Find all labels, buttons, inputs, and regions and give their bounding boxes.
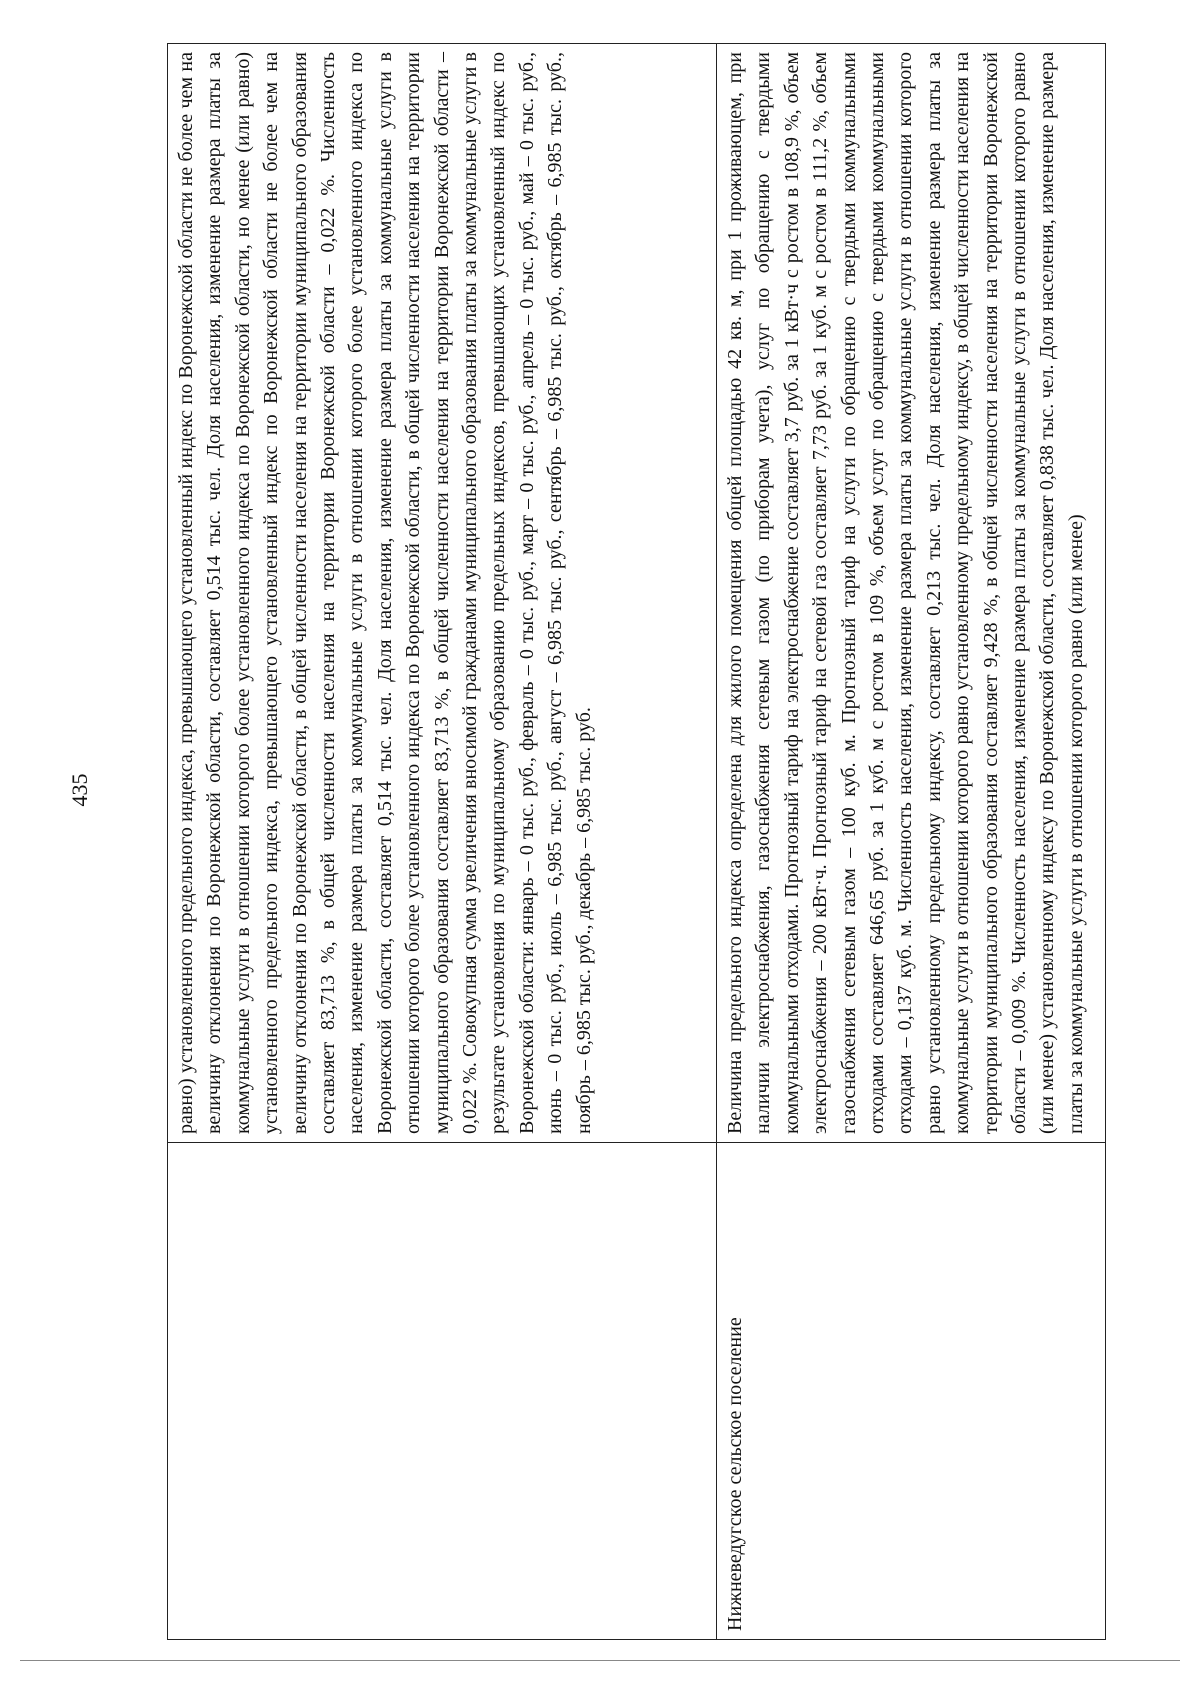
municipality-name-cell: Нижневедугское сельское поселение bbox=[717, 1143, 1106, 1640]
description-cell: равно) установленного предельного индекса, превышающего установленный индекс по Воронежской области не более чем на величину отклонения по Воронежской области, составляет 0,514 тыс. чел. Доля населения, изменение размера платы за коммунальные услуги в отношении которого более установленного индекса по Воронежской области, но менее (или равно) установленного предельного индекса, превышающего установленный индекс по Воронежской области не более чем на величину отклонения по Воронежской области, в общей численности населения на территории муниципального образования составляет 83,713 %, в общей численности населения на территории Воронежской области – 0,022 %. Численность населения, изменение размера платы за коммунальные услуги в отношении которого более установленного индекса по Воронежской области, составляет 0,514 тыс. чел. Доля населения, изменение размера платы за коммунальные услуги в отношении которого более установленного индекса по Воронежской области, в общей численности населения на территории муниципального образования составляет 83,713 %, в общей численности населения на территории Воронежской области – 0,022 %. Совокупная сумма увеличения вносимой гражданами муниципального образования платы за коммунальные услуги в результате установления по муниципальному образованию предельных индексов, превышающих установленный индекс по Воронежской области: январь – 0 тыс. руб., февраль – 0 тыс. руб., март – 0 тыс. руб., апрель – 0 тыс. руб., май – 0 тыс. руб., июнь – 0 тыс. руб., июль – 6,985 тыс. руб., август – 6,985 тыс. руб., сентябрь – 6,985 тыс. руб., октябрь – 6,985 тыс. руб., ноябрь – 6,985 тыс. руб., декабрь – 6,985 тыс. руб. bbox=[168, 44, 717, 1143]
table-row bbox=[168, 44, 717, 1640]
document-table bbox=[167, 43, 1106, 1640]
rotated-table-container bbox=[167, 43, 1087, 1640]
municipality-name-cell bbox=[168, 1143, 717, 1640]
table-row bbox=[717, 44, 1106, 1640]
page-number: 435 bbox=[67, 773, 92, 807]
scan-edge-line bbox=[20, 1660, 1180, 1661]
description-cell: Величина предельного индекса определена для жилого помещения общей площадью 42 кв. м, при 1 проживающем, при наличии электроснабжения, газоснабжения сетевым газом (по приборам учета), услуг по обращению с твердыми коммунальными отходами. Прогнозный тариф на электроснабжение составляет 3,7 руб. за 1 кВт·ч с ростом в 108,9 %, объем электроснабжения – 200 кВт·ч. Прогнозный тариф на сетевой газ составляет 7,73 руб. за 1 куб. м с ростом в 111,2 %, объем газоснабжения сетевым газом – 100 куб. м. Прогнозный тариф на услуги по обращению с твердыми коммунальными отходами составляет 646,65 руб. за 1 куб. м с ростом в 109 %, объем услуг по обращению с твердыми коммунальными отходами – 0,137 куб. м. Численность населения, изменение размера платы за коммунальные услуги в отношении которого равно установленному предельному индексу, составляет 0,213 тыс. чел. Доля населения, изменение размера платы за коммунальные услуги в отношении которого равно установленному предельному индексу, в общей численности населения на территории муниципального образования составляет 9,428 %, в общей численности населения на территории Воронежской области – 0,009 %. Численность населения, изменение размера платы за коммунальные услуги в отношении которого равно (или менее) установленному индексу по Воронежской области, составляет 0,838 тыс. чел. Доля населения, изменение размера платы за коммунальные услуги в отношении которого равно (или менее) bbox=[717, 44, 1106, 1143]
